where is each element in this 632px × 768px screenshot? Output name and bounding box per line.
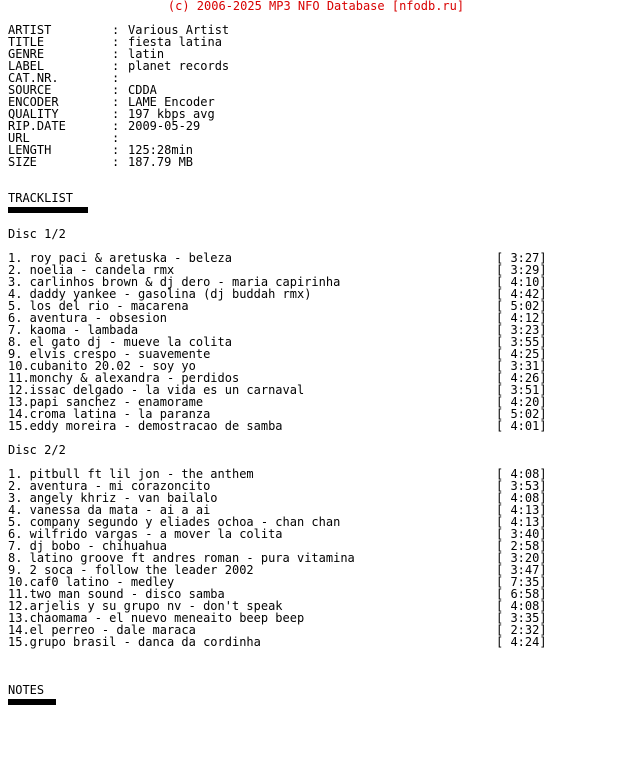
track-duration: [ 4:01] xyxy=(496,419,547,433)
info-key: ENCODER xyxy=(8,95,59,109)
info-separator: : xyxy=(112,107,120,121)
info-separator: : xyxy=(112,71,120,85)
track-duration: [ 4:13] xyxy=(496,515,547,529)
info-value: latin xyxy=(128,47,165,61)
track-duration: [ 4:08] xyxy=(496,599,547,613)
info-key: LABEL xyxy=(8,59,45,73)
track-title: 14.el perreo - dale maraca xyxy=(8,623,196,637)
track-title: 6. wilfrido vargas - a mover la colita xyxy=(8,527,283,541)
track-title: 3. angely khriz - van bailalo xyxy=(8,491,218,505)
track-duration: [ 3:23] xyxy=(496,323,547,337)
track-title: 11.monchy & alexandra - perdidos xyxy=(8,371,240,385)
release-info xyxy=(8,24,229,168)
track-duration: [ 3:27] xyxy=(496,251,547,265)
track-title: 9. 2 soca - follow the leader 2002 xyxy=(8,563,254,577)
info-key: CAT.NR. xyxy=(8,71,59,85)
track-duration: [ 7:35] xyxy=(496,575,547,589)
track-title: 14.croma latina - la paranza xyxy=(8,407,211,421)
track-title: 4. daddy yankee - gasolina (dj buddah rmx) xyxy=(8,287,312,301)
info-separator: : xyxy=(112,23,120,37)
track-duration: [ 4:26] xyxy=(496,371,547,385)
track-duration: [ 3:55] xyxy=(496,335,547,349)
disc2-tracklist xyxy=(8,468,547,648)
track-title: 10.caf0 latino - medley xyxy=(8,575,175,589)
track-duration: [ 3:20] xyxy=(496,551,547,565)
track-title: 1. pitbull ft lil jon - the anthem xyxy=(8,467,254,481)
info-separator: : xyxy=(112,143,120,157)
track-title: 10.cubanito 20.02 - soy yo xyxy=(8,359,196,373)
track-duration: [ 2:58] xyxy=(496,539,547,553)
track-duration: [ 3:47] xyxy=(496,563,547,577)
track-title: 2. noelia - candela rmx xyxy=(8,263,175,277)
info-value: 2009-05-29 xyxy=(128,119,201,133)
track-title: 13.chaomama - el nuevo meneaito beep beep xyxy=(8,611,305,625)
track-title: 1. roy paci & aretuska - beleza xyxy=(8,251,232,265)
info-key: RIP.DATE xyxy=(8,119,66,133)
info-value: fiesta latina xyxy=(128,35,222,49)
track-title: 8. el gato dj - mueve la colita xyxy=(8,335,232,349)
disc1-tracklist xyxy=(8,252,547,432)
track-title: 11.two man sound - disco samba xyxy=(8,587,225,601)
track-duration: [ 3:29] xyxy=(496,263,547,277)
track-duration: [ 4:13] xyxy=(496,503,547,517)
info-key: LENGTH xyxy=(8,143,52,157)
info-separator: : xyxy=(112,131,120,145)
info-separator: : xyxy=(112,83,120,97)
track-title: 3. carlinhos brown & dj dero - maria capirinha xyxy=(8,275,341,289)
track-duration: [ 4:24] xyxy=(496,635,547,649)
track-duration: [ 4:20] xyxy=(496,395,547,409)
info-value: Various Artist xyxy=(128,23,230,37)
info-value: 187.79 MB xyxy=(128,155,194,169)
track-duration: [ 4:12] xyxy=(496,311,547,325)
track-duration: [ 4:25] xyxy=(496,347,547,361)
track-title: 7. dj bobo - chihuahua xyxy=(8,539,167,553)
disc2-title: Disc 2/2 xyxy=(8,443,66,457)
info-key: GENRE xyxy=(8,47,45,61)
track-duration: [ 3:40] xyxy=(496,527,547,541)
track-title: 4. vanessa da mata - ai a ai xyxy=(8,503,211,517)
track-title: 5. los del rio - macarena xyxy=(8,299,189,313)
track-title: 12.arjelis y su grupo nv - don't speak xyxy=(8,599,283,613)
track-row xyxy=(8,636,547,648)
track-title: 12.issac delgado - la vida es un carnaval xyxy=(8,383,305,397)
track-duration: [ 5:02] xyxy=(496,407,547,421)
track-title: 7. kaoma - lambada xyxy=(8,323,139,337)
info-key: SOURCE xyxy=(8,83,52,97)
track-duration: [ 3:35] xyxy=(496,611,547,625)
copyright-header[interactable]: (c) 2006-2025 MP3 NFO Database [nfodb.ru] xyxy=(167,0,465,13)
info-key: SIZE xyxy=(8,155,37,169)
track-duration: [ 3:31] xyxy=(496,359,547,373)
info-separator: : xyxy=(112,47,120,61)
info-key: ARTIST xyxy=(8,23,52,37)
track-duration: [ 4:42] xyxy=(496,287,547,301)
info-value: CDDA xyxy=(128,83,157,97)
notes-heading: NOTES xyxy=(8,683,45,697)
track-title: 2. aventura - mi corazoncito xyxy=(8,479,211,493)
tracklist-underline xyxy=(8,204,88,216)
info-value: LAME Encoder xyxy=(128,95,215,109)
info-value: 125:28min xyxy=(128,143,194,157)
track-row xyxy=(8,420,547,432)
info-separator: : xyxy=(112,95,120,109)
track-title: 9. elvis crespo - suavemente xyxy=(8,347,211,361)
track-title: 8. latino groove ft andres roman - pura vitamina xyxy=(8,551,355,565)
tracklist-heading: TRACKLIST xyxy=(8,191,74,205)
track-title: 15.grupo brasil - danca da cordinha xyxy=(8,635,261,649)
track-duration: [ 2:32] xyxy=(496,623,547,637)
info-value: 197 kbps avg xyxy=(128,107,215,121)
track-duration: [ 4:08] xyxy=(496,467,547,481)
info-separator: : xyxy=(112,35,120,49)
track-title: 6. aventura - obsesion xyxy=(8,311,167,325)
info-key: URL xyxy=(8,131,30,145)
info-key: QUALITY xyxy=(8,107,59,121)
track-duration: [ 3:51] xyxy=(496,383,547,397)
track-duration: [ 4:10] xyxy=(496,275,547,289)
track-title: 5. company segundo y eliades ochoa - chan chan xyxy=(8,515,341,529)
info-separator: : xyxy=(112,119,120,133)
info-separator: : xyxy=(112,155,120,169)
track-duration: [ 3:53] xyxy=(496,479,547,493)
disc1-title: Disc 1/2 xyxy=(8,227,66,241)
info-separator: : xyxy=(112,59,120,73)
track-title: 15.eddy moreira - demostracao de samba xyxy=(8,419,283,433)
info-value: planet records xyxy=(128,59,230,73)
notes-underline xyxy=(8,696,56,708)
track-duration: [ 5:02] xyxy=(496,299,547,313)
info-key: TITLE xyxy=(8,35,45,49)
info-row xyxy=(8,156,229,168)
track-title: 13.papi sanchez - enamorame xyxy=(8,395,204,409)
track-duration: [ 6:58] xyxy=(496,587,547,601)
track-duration: [ 4:08] xyxy=(496,491,547,505)
